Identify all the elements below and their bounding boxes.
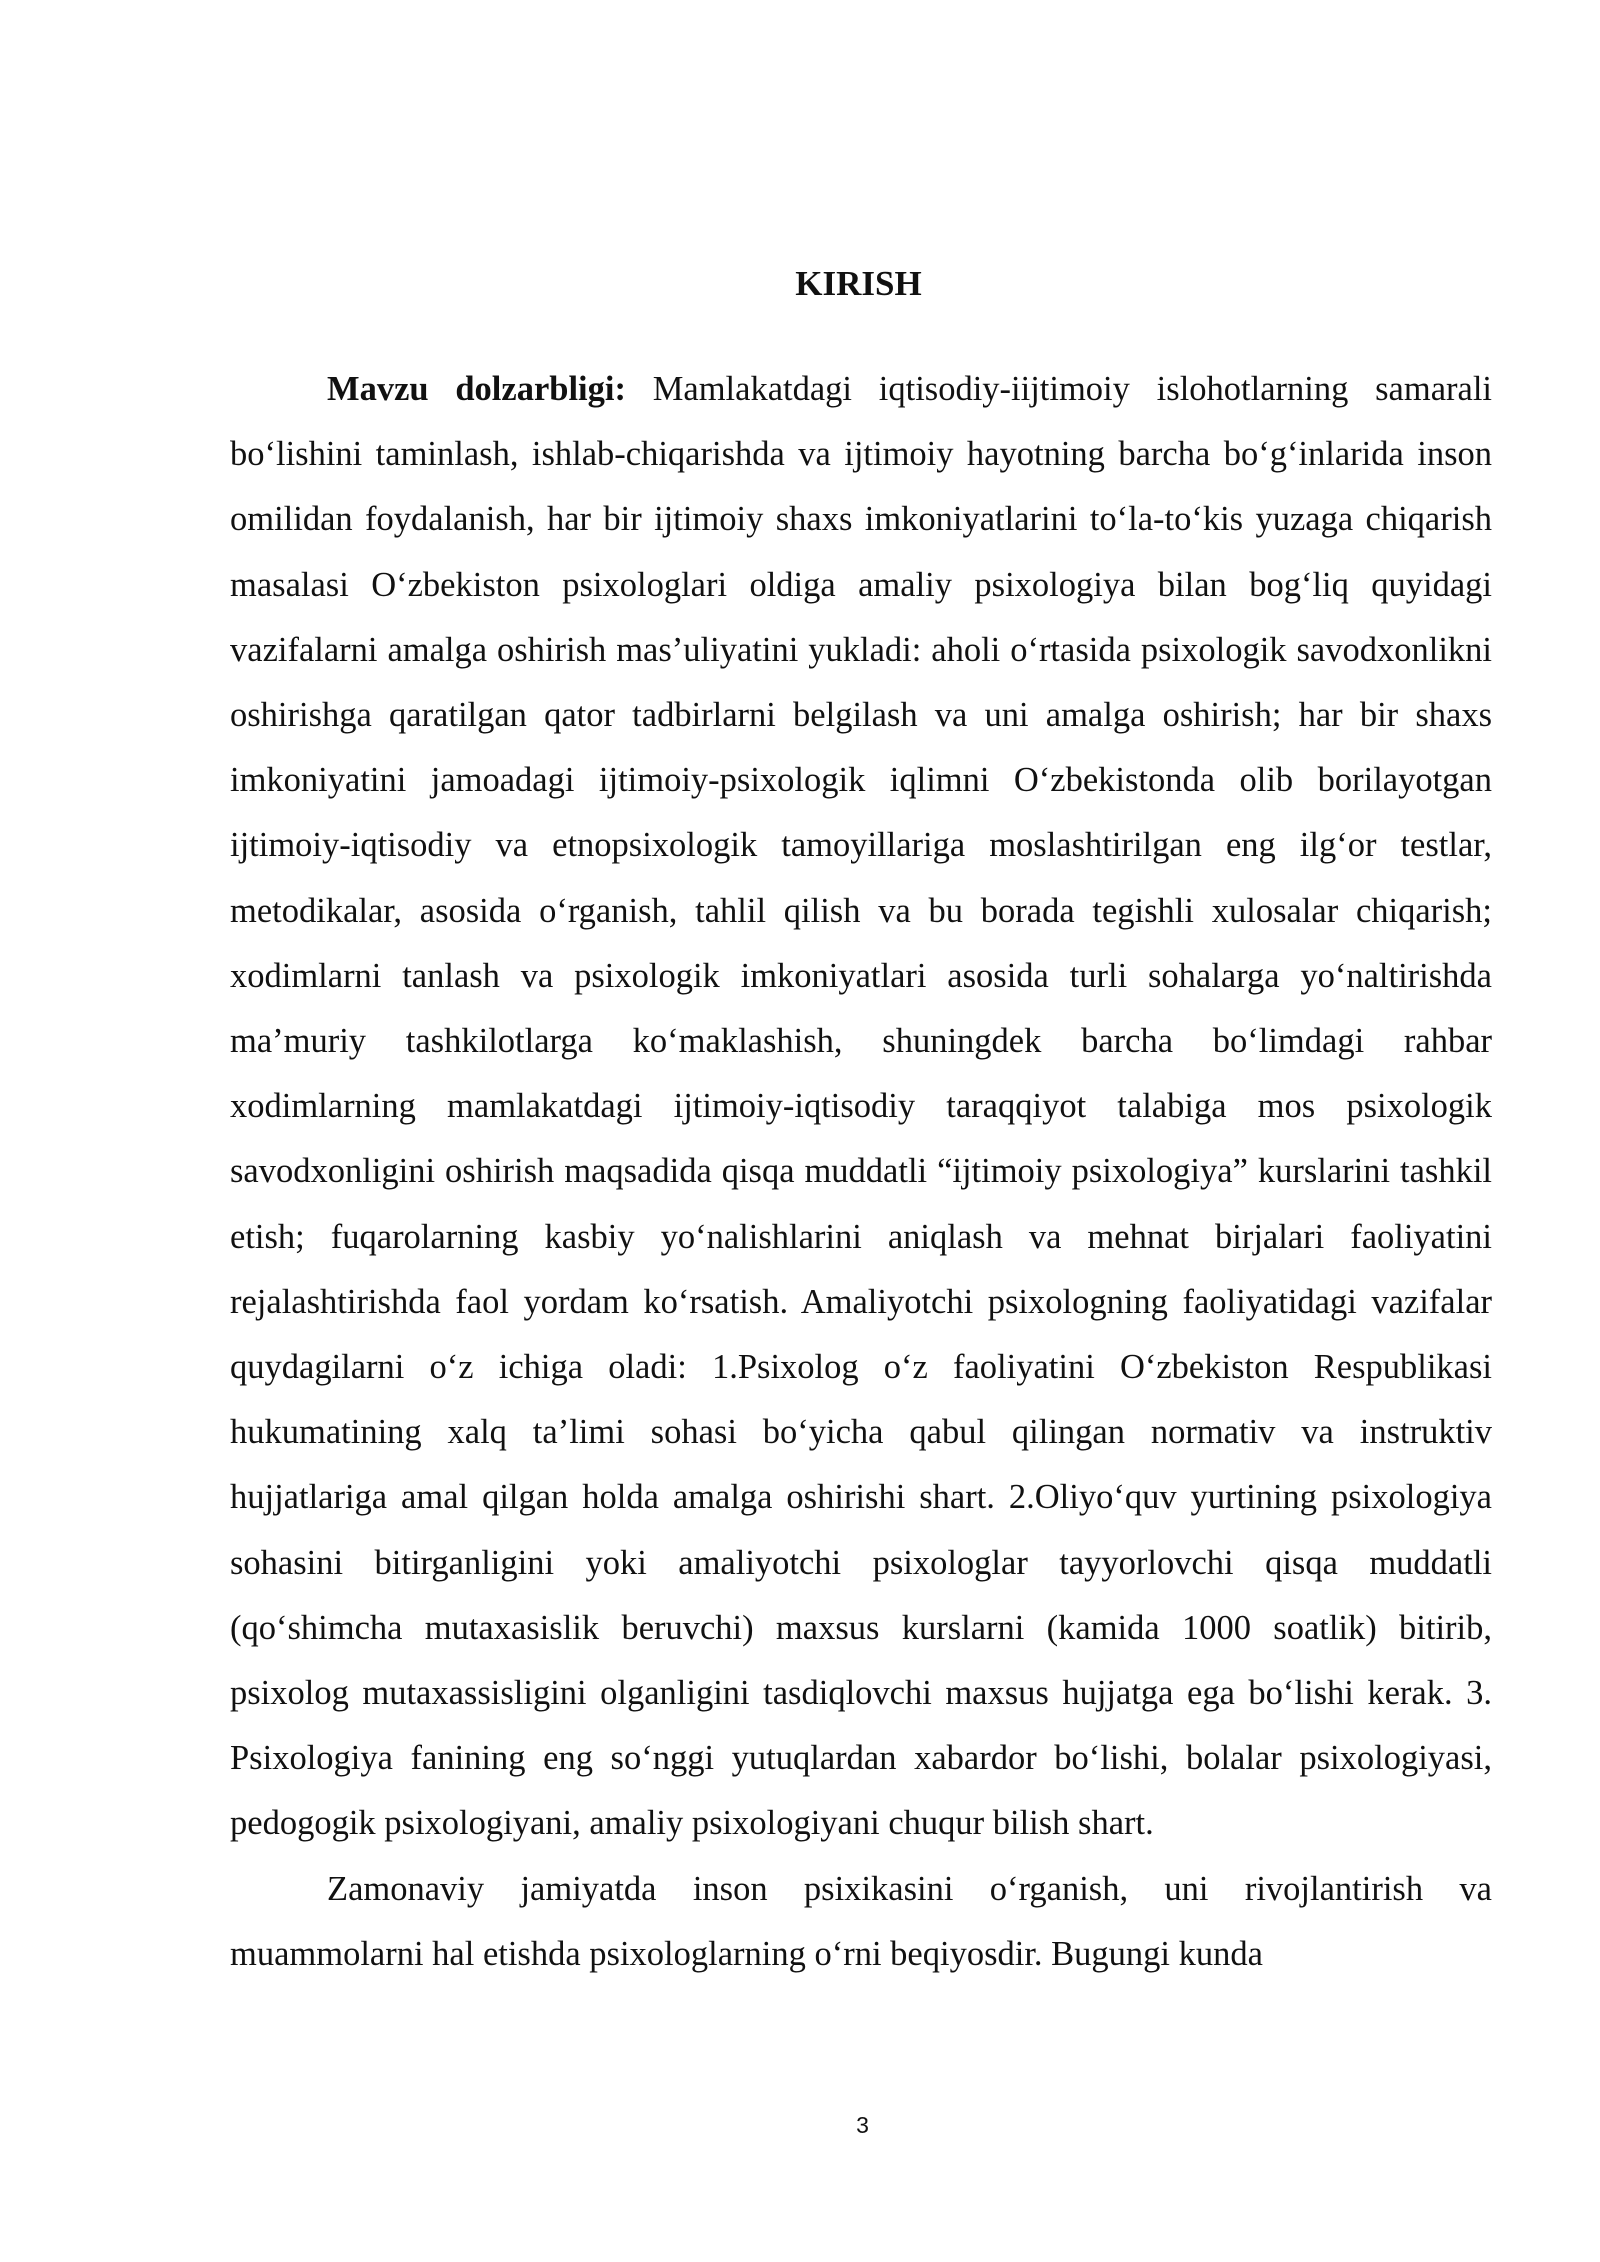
paragraph-text: Zamonaviy jamiyatda inson psixikasini o‘rganish, uni rivojlantirish va muammolarni hal etishda psixologlarning o‘rni beqiyosdir. Bugungi kunda: [230, 1869, 1492, 1973]
paragraph-topic-relevance: [230, 357, 1492, 1857]
paragraph-modern-society: [230, 1857, 1492, 1987]
section-heading: KIRISH: [795, 264, 922, 303]
paragraph-lead: Mavzu dolzarbligi:: [327, 370, 626, 408]
page-number: 3: [856, 2112, 869, 2138]
body-text: [230, 357, 1492, 1987]
paragraph-text: Mamlakatdagi iqtisodiy-iijtimoiy islohotlarning samarali bo‘lishini taminlash, ishlab-chiqarishda va ijtimoiy hayotning barcha bo‘g‘inlarida inson omilidan foydalanish, har bir ijtimoiy shaxs imkoniyatlarini to‘la-to‘kis yuzaga chiqarish masalasi O‘zbekiston psixologlari oldiga amaliy psixologiya bilan bog‘liq quyidagi vazifalarni amalga oshirish mas’uliyatini yukladi: aholi o‘rtasida psixologik savodxonlikni oshirishga qaratilgan qator tadbirlarni belgilash va uni amalga oshirish; har bir shaxs imkoniyatini jamoadagi ijtimoiy-psixologik iqlimni O‘zbekistonda olib borilayotgan ijtimoiy-iqtisodiy va etnopsixologik tamoyillariga moslashtirilgan eng ilg‘or testlar, metodikalar, asosida o‘rganish, tahlil qilish va bu borada tegishli xulosalar chiqarish; xodimlarni tanlash va psixologik imkoniyatlari asosida turli sohalarga yo‘naltirishda ma’muriy tashkilotlarga ko‘maklashish, shuningdek barcha bo‘limdagi rahbar xodimlarning mamlakatdagi ijtimoiy-iqtisodiy taraqqiyot talabiga mos psixologik savodxonligini oshirish maqsadida qisqa muddatli “ijtimoiy psixologiya” kurslarini tashkil etish; fuqarolarning kasbiy yo‘nalishlarini aniqlash va mehnat birjalari faoliyatini rejalashtirishda faol yordam ko‘rsatish. Amaliyotchi psixologning faoliyatidagi vazifalar quydagilarni o‘z ichiga oladi: 1.Psixolog o‘z faoliyatini O‘zbekiston Respublikasi hukumatining xalq ta’limi sohasi bo‘yicha qabul qilingan normativ va instruktiv hujjatlariga amal qilgan holda amalga oshirishi shart. 2.Oliyo‘quv yurtining psixologiya sohasini bitirganligini yoki amaliyotchi psixologlar tayyorlovchi qisqa muddatli (qo‘shimcha mutaxasislik beruvchi) maxsus kurslarni (kamida 1000 soatlik) bitirib, psixolog mutaxassisligini olganligini tasdiqlovchi maxsus hujjatga ega bo‘lishi kerak. 3. Psixologiya fanining eng so‘nggi yutuqlardan xabardor bo‘lishi, bolalar psixologiyasi, pedogogik psixologiyani, amaliy psixologiyani chuqur bilish shart.: [230, 370, 1492, 1843]
